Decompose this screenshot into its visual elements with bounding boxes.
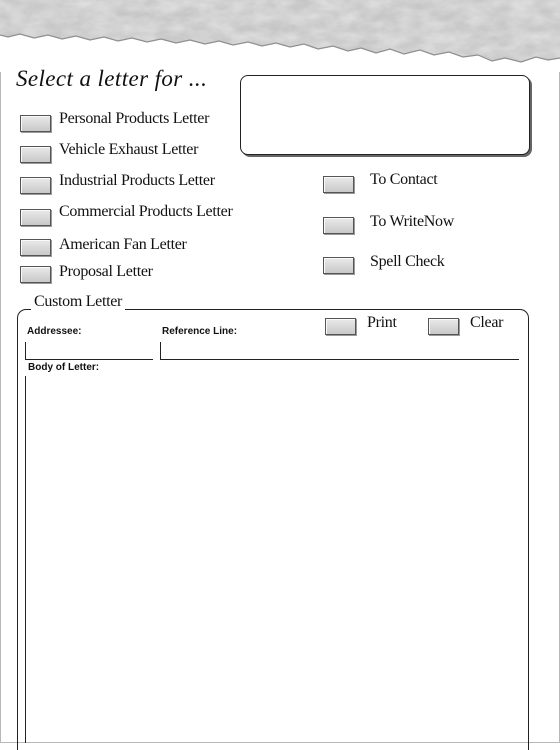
clear-button[interactable] (428, 318, 459, 335)
commercial-products-letter-button[interactable] (20, 209, 51, 226)
american-fan-letter-button[interactable] (20, 239, 51, 256)
to-writenow-label[interactable]: To WriteNow (370, 213, 454, 230)
print-label[interactable]: Print (367, 314, 397, 331)
vehicle-exhaust-letter-button[interactable] (20, 146, 51, 163)
personal-products-letter-label[interactable]: Personal Products Letter (59, 110, 210, 127)
body-of-letter-label: Body of Letter: (28, 362, 100, 373)
to-contact-label[interactable]: To Contact (370, 171, 438, 188)
page-title: Select a letter for ... (16, 66, 208, 91)
addressee-label: Addressee: (27, 326, 82, 337)
american-fan-letter-label[interactable]: American Fan Letter (59, 236, 187, 253)
spell-check-button[interactable] (323, 257, 354, 274)
to-contact-button[interactable] (323, 176, 354, 193)
torn-paper-header (0, 0, 560, 72)
body-of-letter-field[interactable] (25, 376, 520, 743)
commercial-products-letter-label[interactable]: Commercial Products Letter (59, 203, 233, 220)
industrial-products-letter-button[interactable] (20, 177, 51, 194)
addressee-field[interactable] (25, 342, 153, 360)
industrial-products-letter-label[interactable]: Industrial Products Letter (59, 172, 215, 189)
proposal-letter-label[interactable]: Proposal Letter (59, 263, 153, 280)
personal-products-letter-button[interactable] (20, 115, 51, 132)
to-writenow-button[interactable] (323, 217, 354, 234)
proposal-letter-button[interactable] (20, 266, 51, 283)
reference-line-field[interactable] (160, 342, 519, 360)
reference-line-label: Reference Line: (162, 326, 238, 337)
spell-check-label[interactable]: Spell Check (370, 253, 445, 270)
print-button[interactable] (325, 318, 356, 335)
vehicle-exhaust-letter-label[interactable]: Vehicle Exhaust Letter (59, 141, 199, 158)
letter-display-box (240, 75, 530, 155)
custom-letter-title: Custom Letter (31, 293, 125, 311)
clear-label[interactable]: Clear (470, 314, 504, 331)
